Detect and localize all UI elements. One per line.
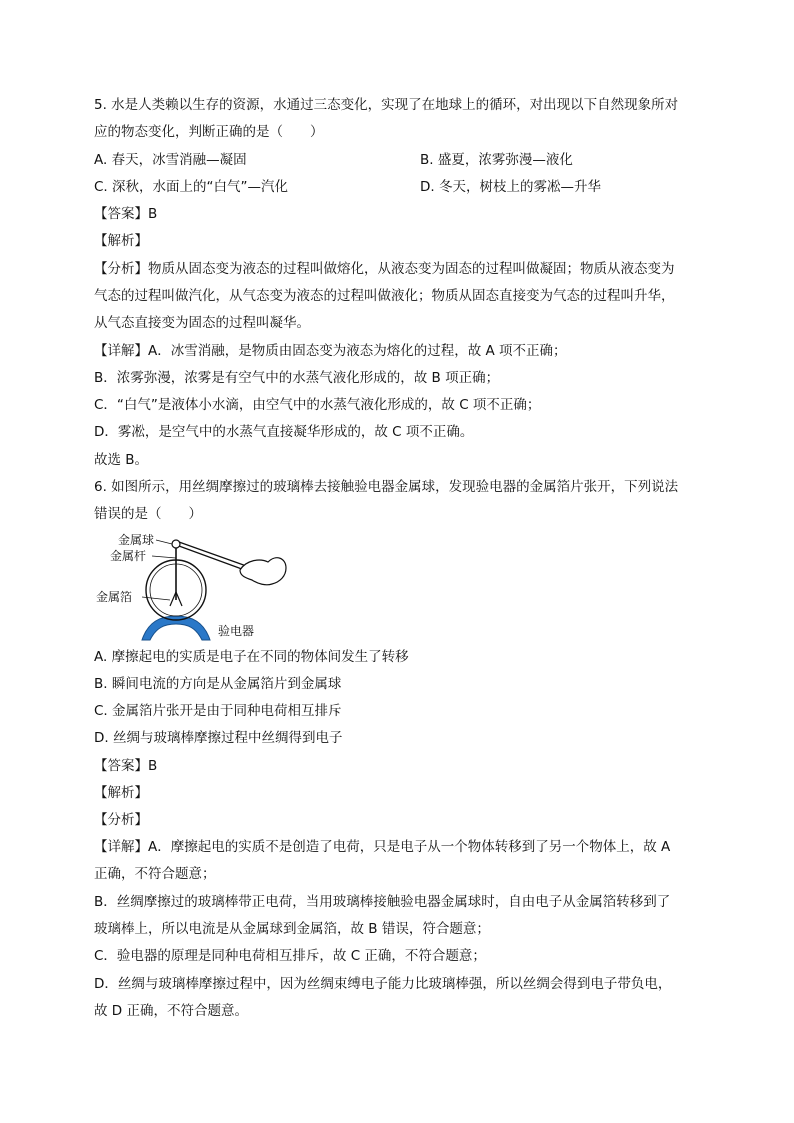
q5-detail-a: 【详解】A．冰雪消融，是物质由固态变为液态为熔化的过程，故 A 项不正确；: [94, 343, 567, 359]
q6-option-d: D. 丝绸与玻璃棒摩擦过程中丝绸得到电子: [94, 730, 343, 746]
q5-analysis-header: 【解析】: [94, 233, 148, 249]
label-electroscope: 验电器: [218, 624, 255, 638]
q5-option-c: C. 深秋，水面上的“白气”—汽化: [94, 179, 288, 195]
q5-detail-b: B．浓雾弥漫，浓雾是有空气中的水蒸气液化形成的，故 B 项正确；: [94, 370, 500, 386]
q5-detail-c: C．“白气”是液体小水滴，由空气中的水蒸气液化形成的，故 C 项不正确；: [94, 397, 541, 413]
q6-option-a: A. 摩擦起电的实质是电子在不同的物体间发生了转移: [94, 649, 409, 665]
q6-analysis-header: 【解析】: [94, 785, 148, 801]
q5-conclusion: 故选 B。: [94, 452, 149, 468]
q6-detail-a2: 正确，不符合题意；: [94, 866, 216, 882]
q5-detail-d: D．雾凇，是空气中的水蒸气直接凝华形成的，故 C 项不正确。: [94, 424, 474, 440]
q6-stem-line2: 错误的是（ ）: [94, 506, 202, 522]
q6-detail-d2: 故 D 正确，不符合题意。: [94, 1003, 248, 1019]
electroscope-figure: [90, 530, 290, 642]
q6-detail-b1: B．丝绸摩擦过的玻璃棒带正电荷，当用玻璃棒接触验电器金属球时，自由电子从金属箔转移到了: [94, 894, 671, 910]
hand-icon: [240, 558, 286, 585]
q5-stem-line1: 5. 水是人类赖以生存的资源，水通过三态变化，实现了在地球上的循环，对出现以下自然现象所对: [94, 97, 679, 113]
metal-ball: [172, 540, 180, 548]
q5-stem-line2: 应的物态变化，判断正确的是（ ）: [94, 124, 324, 140]
q6-detail-b2: 玻璃棒上，所以电流是从金属球到金属箔，故 B 错误，符合题意；: [94, 921, 490, 937]
q5-option-a: A. 春天，冰雪消融—凝固: [94, 152, 247, 168]
label-metal-foil: 金属箔: [96, 590, 133, 604]
q6-fenxi: 【分析】: [94, 812, 148, 828]
q5-fenxi-line3: 从气态直接变为固态的过程叫凝华。: [94, 315, 310, 331]
q6-option-c: C. 金属箔片张开是由于同种电荷相互排斥: [94, 703, 342, 719]
q6-option-b: B. 瞬间电流的方向是从金属箔片到金属球: [94, 676, 342, 692]
q5-answer: 【答案】B: [94, 206, 158, 222]
q5-fenxi-line1: 【分析】物质从固态变为液态的过程叫做熔化，从液态变为固态的过程叫做凝固；物质从液态变为: [94, 261, 675, 277]
q5-fenxi-line2: 气态的过程叫做汽化，从气态变为液态的过程叫做液化；物质从固态直接变为气态的过程叫升华，: [94, 288, 675, 304]
label-metal-ball: 金属球: [118, 533, 155, 547]
q6-detail-a1: 【详解】A．摩擦起电的实质不是创造了电荷，只是电子从一个物体转移到了另一个物体上，故 A: [94, 839, 671, 855]
q6-detail-d1: D．丝绸与玻璃棒摩擦过程中，因为丝绸束缚电子能力比玻璃棒强，所以丝绸会得到电子带负电，: [94, 976, 672, 992]
q6-answer: 【答案】B: [94, 758, 158, 774]
q6-stem-line1: 6. 如图所示，用丝绸摩擦过的玻璃棒去接触验电器金属球，发现验电器的金属箔片张开，下列说法: [94, 479, 679, 495]
label-metal-rod: 金属杆: [110, 549, 147, 563]
q5-option-b: B. 盛夏，浓雾弥漫—液化: [420, 152, 573, 168]
q5-option-d: D. 冬天，树枝上的雾凇—升华: [420, 179, 601, 195]
q6-detail-c: C．验电器的原理是同种电荷相互排斥，故 C 正确，不符合题意；: [94, 948, 486, 964]
